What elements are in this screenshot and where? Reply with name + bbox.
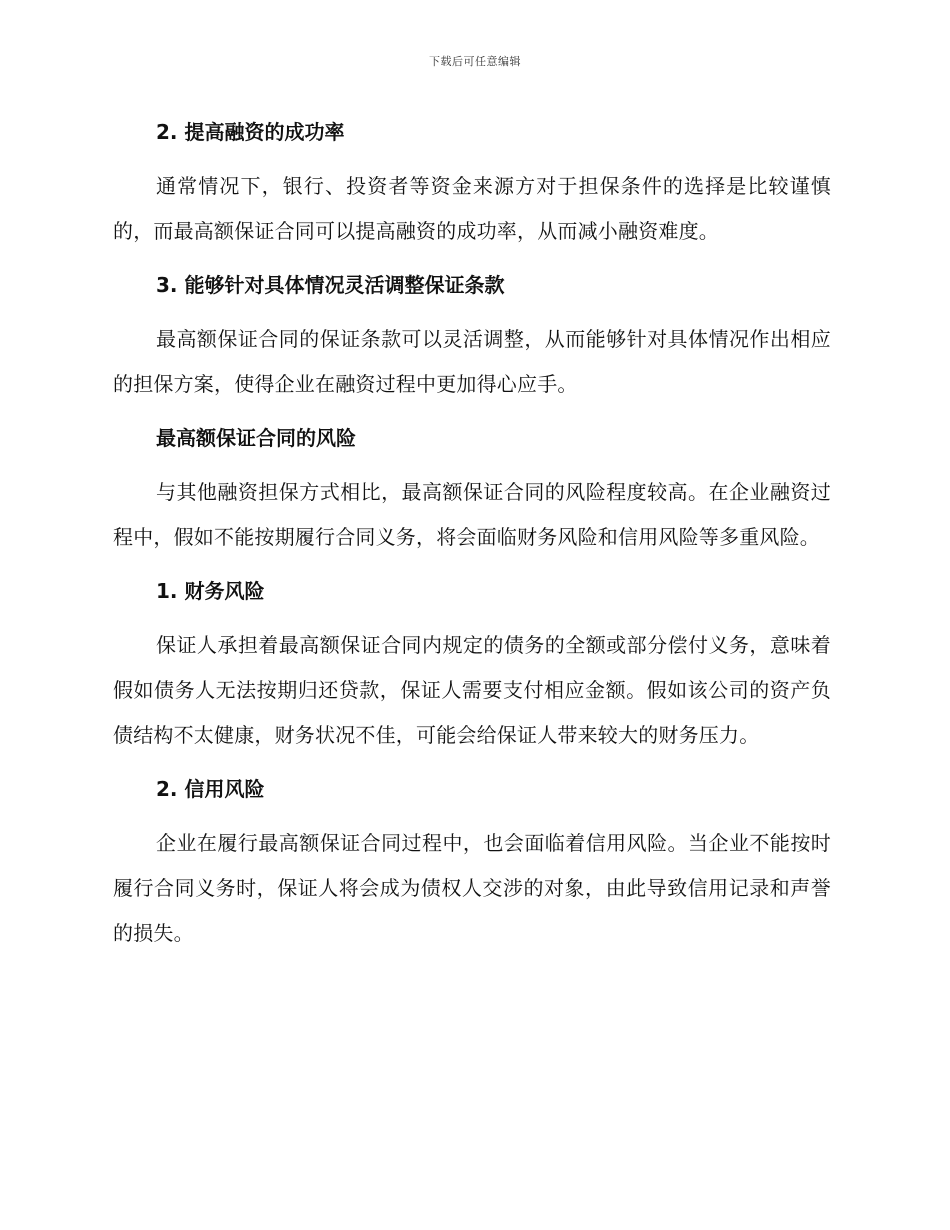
section-heading-flexible-terms: 3. 能够针对具体情况灵活调整保证条款 [156,273,505,297]
paragraph-financing-success: 通常情况下，银行、投资者等资金来源方对于担保条件的选择是比较谨慎的，而最高额保证合同可以提高融资的成功率，从而减小融资难度。 [113,174,831,243]
paragraph-financial-risk: 保证人承担着最高额保证合同内规定的债务的全额或部分偿付义务，意味着假如债务人无法按期归还贷款，保证人需要支付相应金额。假如该公司的资产负债结构不太健康，财务状况不佳，可能会给保证人带来较大的财务压力。 [113,633,831,747]
section-heading-financing-success: 2. 提高融资的成功率 [156,120,345,144]
section-heading-financial-risk: 1. 财务风险 [156,579,265,603]
document-body [113,110,831,956]
paragraph-credit-risk: 企业在履行最高额保证合同过程中，也会面临着信用风险。当企业不能按时履行合同义务时，保证人将会成为债权人交涉的对象，由此导致信用记录和声誉的损失。 [113,831,831,945]
section-heading-risks: 最高额保证合同的风险 [156,426,356,450]
running-header: 下载后可任意编辑 [429,55,521,68]
section-heading-credit-risk: 2. 信用风险 [156,777,265,801]
paragraph-flexible-terms: 最高额保证合同的保证条款可以灵活调整，从而能够针对具体情况作出相应的担保方案，使得企业在融资过程中更加得心应手。 [113,327,831,396]
paragraph-risks: 与其他融资担保方式相比，最高额保证合同的风险程度较高。在企业融资过程中，假如不能按期履行合同义务，将会面临财务风险和信用风险等多重风险。 [113,480,831,549]
